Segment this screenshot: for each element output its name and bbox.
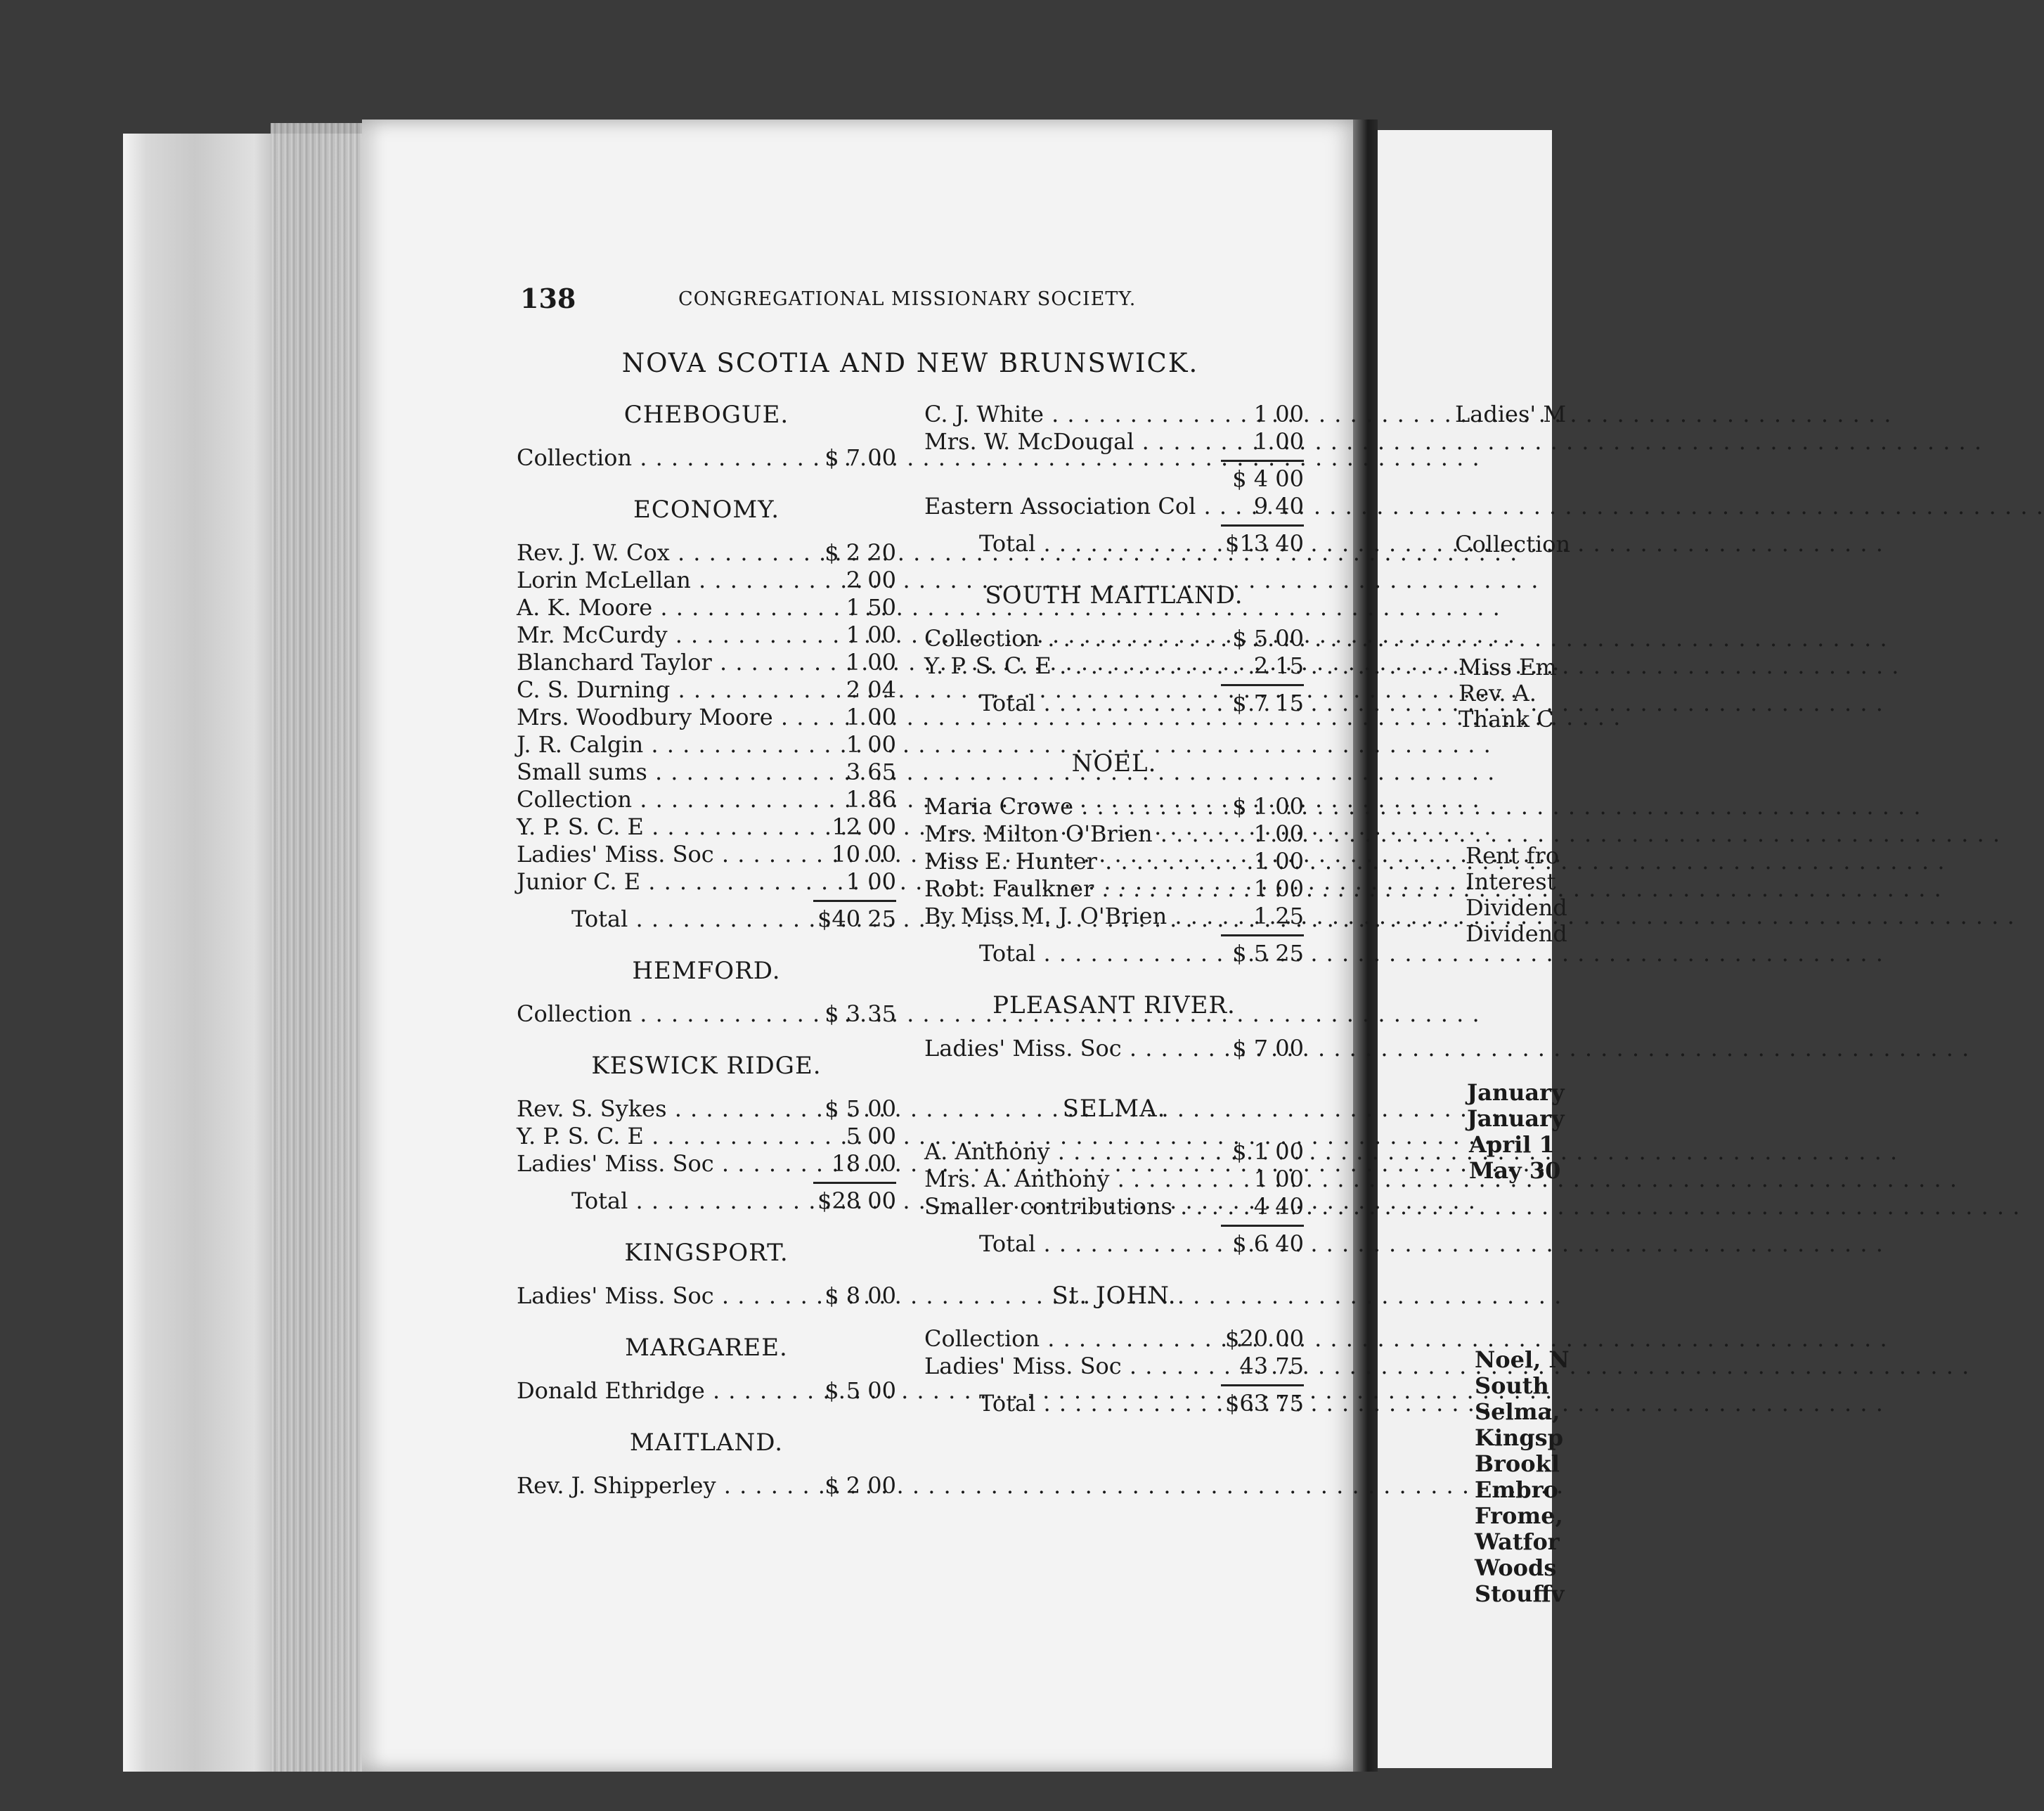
entry-amount: 1 00 <box>846 731 896 758</box>
entry-amount: 1 00 <box>846 649 896 676</box>
ledger-entry <box>924 1353 1304 1380</box>
ledger-entry <box>517 1000 896 1028</box>
entry-amount: 18 00 <box>832 1150 896 1177</box>
main-title: NOVA SCOTIA AND NEW BRUNSWICK. <box>621 348 1199 378</box>
entry-name: Robt. Faulkner . . . <box>924 875 1220 903</box>
total-entry <box>517 906 896 933</box>
entry-amount: 12 00 <box>832 813 896 840</box>
facing-fragment: Dividend <box>1466 920 1567 947</box>
section-title-pleasant-river: PLEASANT RIVER. <box>992 991 1236 1019</box>
total-entry <box>924 1230 1304 1258</box>
section-title-economy: ECONOMY. <box>633 496 780 524</box>
ledger-entry <box>517 759 896 786</box>
entry-amount: 2 00 <box>846 567 896 593</box>
entry-name: Mrs. Milton O'Brien . . . <box>924 820 1220 848</box>
ledger-entry <box>924 652 1304 680</box>
entry-name: J. R. Calgin . . . <box>517 731 812 759</box>
section-title-maitland: MAITLAND. <box>629 1429 784 1457</box>
total-label: Total . . . <box>571 906 812 933</box>
entry-amount: 1 86 <box>846 786 896 813</box>
entry-name: Maria Crowe . . . <box>924 793 1220 820</box>
entry-amount: 1 50 <box>846 594 896 621</box>
entry-amount: 1 00 <box>1253 848 1304 875</box>
entry-name: Rev. J. W. Cox . . . <box>517 539 812 567</box>
ledger-entry <box>924 875 1304 903</box>
facing-fragment: South <box>1475 1372 1549 1399</box>
entry-amount: $ 5 00 <box>824 1377 896 1404</box>
subtotal-amount: $ 4 00 <box>1232 465 1304 492</box>
ledger-entry <box>517 621 896 649</box>
sum-rule <box>924 680 1304 690</box>
entry-name: Y. P. S. C. E . . . <box>517 813 812 841</box>
ledger-entry <box>924 1193 1304 1220</box>
entry-amount: 2 15 <box>1253 652 1304 679</box>
facing-fragment: Dividend <box>1466 894 1567 921</box>
entry-name: Donald Ethridge . . . <box>517 1377 812 1405</box>
section-title-keswick-ridge: KESWICK RIDGE. <box>591 1052 822 1080</box>
facing-fragment: Interest <box>1466 868 1556 895</box>
entry-amount: 1 00 <box>1253 1166 1304 1192</box>
ledger-entry <box>517 841 896 868</box>
entry-name: Miss E. Hunter . . . <box>924 848 1220 875</box>
total-amount: $63 75 <box>1225 1390 1304 1417</box>
entry-amount: $ 7 00 <box>824 444 896 471</box>
entry-name: Ladies' Miss. Soc . . . <box>924 1035 1220 1062</box>
entry-name: C. J. White . . . <box>924 401 1220 428</box>
page-number: 138 <box>520 283 576 314</box>
total-amount: $ 6 40 <box>1232 1230 1304 1257</box>
ledger-entry <box>517 1095 896 1123</box>
right-column <box>924 401 1304 1417</box>
entry-amount: $20 00 <box>1225 1325 1304 1352</box>
entry-amount: 1 00 <box>846 704 896 730</box>
total-label: Total . . . <box>979 1390 1220 1417</box>
entry-name: Rev. J. Shipperley . . . <box>517 1472 812 1500</box>
ledger-entry <box>517 594 896 621</box>
total-entry <box>517 1187 896 1215</box>
ledger-entry <box>924 428 1304 456</box>
facing-fragment: Woods <box>1475 1554 1557 1581</box>
total-label: Total . . . <box>979 690 1220 717</box>
ledger-entry <box>517 1150 896 1178</box>
entry-name: Lorin McLellan . . . <box>517 567 812 594</box>
total-entry <box>924 530 1304 558</box>
page-header <box>520 283 1223 318</box>
entry-name: C. S. Durning . . . <box>517 676 812 704</box>
entry-name: Collection . . . <box>924 1325 1220 1353</box>
sum-rule <box>924 456 1304 465</box>
book-page-edges-inner <box>271 123 362 1772</box>
entry-amount: $ 5 00 <box>824 1095 896 1122</box>
entry-amount: 1 00 <box>1253 401 1304 427</box>
entry-name: Rev. S. Sykes . . . <box>517 1095 812 1123</box>
facing-fragment: May 30 <box>1469 1157 1561 1184</box>
entry-amount: 43 75 <box>1239 1353 1304 1379</box>
total-amount: $28 00 <box>817 1187 896 1214</box>
section-title-selma: SELMA. <box>1062 1095 1166 1123</box>
entry-amount: 4 40 <box>1253 1193 1304 1220</box>
entry-name: Eastern Association Col . . . <box>924 493 1220 520</box>
left-column <box>517 401 896 1500</box>
ledger-entry <box>924 493 1304 520</box>
entry-amount: 5 00 <box>846 1123 896 1149</box>
sum-rule <box>924 930 1304 940</box>
facing-fragment: Selma, <box>1475 1398 1560 1425</box>
entry-name: Collection . . . <box>924 625 1220 652</box>
facing-fragment: Ladies' M <box>1455 401 1567 427</box>
ledger-entry <box>517 1377 896 1405</box>
facing-fragment: Thank C <box>1458 706 1554 733</box>
facing-fragment: Watfor <box>1475 1528 1560 1555</box>
total-amount: $ 7 15 <box>1232 690 1304 716</box>
entry-amount: 2 04 <box>846 676 896 703</box>
ledger-entry <box>924 1166 1304 1193</box>
section-title-hemford: HEMFORD. <box>632 957 781 985</box>
entry-name: Junior C. E . . . <box>517 868 812 896</box>
ledger-entry <box>517 444 896 472</box>
entry-amount: $ 5 00 <box>1232 625 1304 652</box>
total-label: Total . . . <box>571 1187 812 1215</box>
entry-amount: 10 00 <box>832 841 896 868</box>
ledger-entry <box>517 731 896 759</box>
entry-amount: 9 40 <box>1253 493 1304 520</box>
facing-fragment: January <box>1467 1105 1565 1132</box>
total-entry <box>924 690 1304 717</box>
entry-name: Smaller contributions . . . <box>924 1193 1220 1220</box>
facing-fragment: January <box>1467 1079 1565 1106</box>
facing-fragment: Brookl <box>1475 1450 1560 1477</box>
section-title-chebogue: CHEBOGUE. <box>623 401 789 429</box>
entry-amount: $ 2 20 <box>824 539 896 566</box>
ledger-entry <box>517 813 896 841</box>
sum-rule <box>517 1178 896 1187</box>
entry-name: Small sums . . . <box>517 759 812 786</box>
ledger-entry <box>517 567 896 594</box>
ledger-entry <box>517 1282 896 1310</box>
sum-rule <box>924 520 1304 530</box>
subtotal-entry <box>924 465 1304 493</box>
total-label: Total . . . <box>979 940 1220 967</box>
sum-rule <box>924 1380 1304 1390</box>
ledger-entry <box>517 649 896 676</box>
facing-fragment: Rev. A. <box>1458 680 1537 707</box>
ledger-entry <box>517 676 896 704</box>
sum-rule <box>517 896 896 906</box>
entry-name: A. Anthony . . . <box>924 1138 1220 1166</box>
entry-name: Y. P. S. C. E . . . <box>924 652 1220 680</box>
running-title: CONGREGATIONAL MISSIONARY SOCIETY. <box>678 288 1137 310</box>
entry-amount: 1 00 <box>846 621 896 648</box>
entry-amount: $ 7 00 <box>1232 1035 1304 1062</box>
total-entry <box>924 1390 1304 1417</box>
ledger-entry <box>517 704 896 731</box>
entry-name: By Miss M. J. O'Brien . . . <box>924 903 1220 930</box>
section-title-margaree: MARGAREE. <box>625 1334 788 1362</box>
facing-fragment: Kingsp <box>1475 1424 1563 1451</box>
entry-amount: 1 25 <box>1253 903 1304 929</box>
facing-fragment: Miss Em <box>1458 654 1557 681</box>
entry-name: Mrs. Woodbury Moore . . . <box>517 704 812 731</box>
entry-name: Ladies' Miss. Soc . . . <box>517 1282 812 1310</box>
entry-amount: 1 00 <box>846 868 896 895</box>
facing-fragment: April 1 <box>1469 1131 1555 1158</box>
facing-fragment: Rent fro <box>1466 842 1560 869</box>
entry-amount: 3 65 <box>846 759 896 785</box>
section-title-kingsport: KINGSPORT. <box>624 1239 789 1267</box>
section-title-south-maitland: SOUTH MAITLAND. <box>985 581 1243 610</box>
facing-fragment: Embro <box>1475 1476 1558 1503</box>
section-title-st-john: St. JOHN. <box>1052 1282 1177 1310</box>
entry-name: Mrs. W. McDougal . . . <box>924 428 1220 456</box>
ledger-entry <box>924 848 1304 875</box>
entry-name: Ladies' Miss. Soc . . . <box>517 841 812 868</box>
entry-name: Ladies' Miss. Soc . . . <box>517 1150 812 1178</box>
entry-amount: $ 2 00 <box>824 1472 896 1499</box>
entry-name: Collection . . . <box>517 786 812 813</box>
entry-name: Y. P. S. C. E . . . <box>517 1123 812 1150</box>
section-title-noel: NOEL. <box>1071 749 1157 778</box>
entry-amount: $ 1 00 <box>1232 793 1304 820</box>
entry-amount: $ 3 35 <box>824 1000 896 1027</box>
entry-name: A. K. Moore . . . <box>517 594 812 621</box>
facing-fragment: Noel, N <box>1475 1346 1570 1373</box>
entry-name: Mr. McCurdy . . . <box>517 621 812 649</box>
ledger-entry <box>517 1472 896 1500</box>
ledger-entry <box>924 903 1304 930</box>
entry-name: Blanchard Taylor . . . <box>517 649 812 676</box>
total-label: Total . . . <box>979 1230 1220 1258</box>
entry-name: Collection . . . <box>517 1000 812 1028</box>
ledger-entry <box>517 786 896 813</box>
ledger-entry <box>924 401 1304 428</box>
ledger-entry <box>517 868 896 896</box>
facing-fragment: Collection <box>1455 531 1571 558</box>
total-label: Total . . . <box>979 530 1220 558</box>
ledger-entry <box>924 1138 1304 1166</box>
sum-rule <box>924 1220 1304 1230</box>
entry-name: Ladies' Miss. Soc . . . <box>924 1353 1220 1380</box>
entry-name: Mrs. A. Anthony . . . <box>924 1166 1220 1193</box>
total-amount: $40 25 <box>817 906 896 932</box>
facing-fragment: Stouffv <box>1475 1580 1565 1607</box>
total-amount: $ 5 25 <box>1232 940 1304 967</box>
ledger-entry <box>924 793 1304 820</box>
entry-amount: 1 00 <box>1253 820 1304 847</box>
entry-amount: 1 00 <box>1253 875 1304 902</box>
total-entry <box>924 940 1304 967</box>
entry-amount: 1 00 <box>1253 428 1304 455</box>
total-amount: $13 40 <box>1225 530 1304 557</box>
entry-amount: $ 8 00 <box>824 1282 896 1309</box>
ledger-entry <box>924 1035 1304 1062</box>
ledger-entry <box>924 625 1304 652</box>
ledger-entry <box>517 539 896 567</box>
ledger-entry <box>924 1325 1304 1353</box>
ledger-entry <box>924 820 1304 848</box>
facing-fragment: Frome, <box>1475 1502 1563 1529</box>
ledger-entry <box>517 1123 896 1150</box>
entry-amount: $ 1 00 <box>1232 1138 1304 1165</box>
entry-name: Collection . . . <box>517 444 812 472</box>
